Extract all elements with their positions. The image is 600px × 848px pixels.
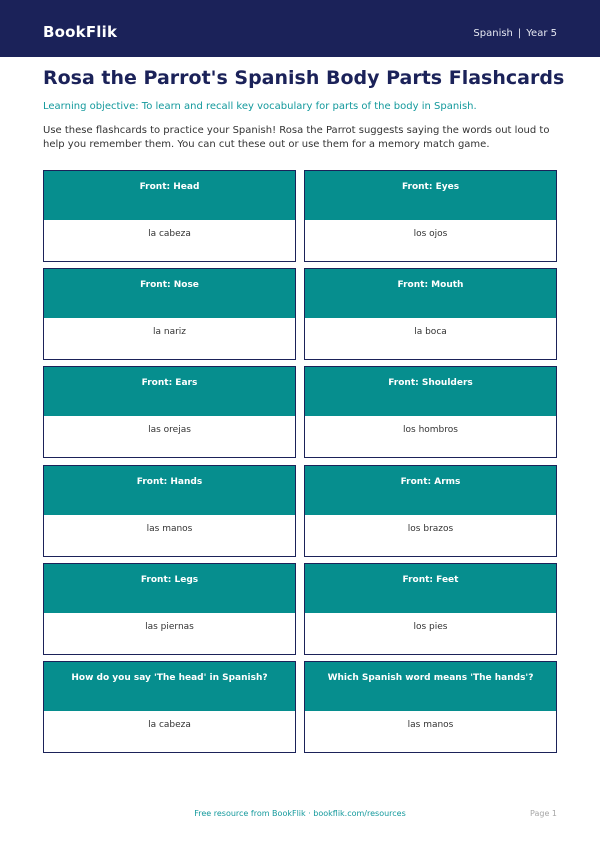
flashcard-front: Front: Hands — [44, 466, 295, 515]
flashcard — [43, 268, 296, 360]
flashcard-back: la boca — [414, 327, 447, 337]
flashcard — [304, 563, 557, 655]
header-bar — [0, 0, 600, 57]
intro-paragraph: Use these flashcards to practice your Spanish! Rosa the Parrot suggests saying the words out loud to help you remember them. You can cut these out or use them for a memory match game. — [43, 125, 550, 150]
brand-logo: BookFlik — [43, 23, 118, 41]
flashcard-front: Front: Legs — [44, 564, 295, 613]
flashcard — [304, 170, 557, 262]
footer-credit: Free resource from BookFlik · bookflik.com/resources — [194, 809, 406, 818]
flashcard-front: Front: Ears — [44, 367, 295, 416]
flashcard-front: Front: Feet — [305, 564, 556, 613]
subject-label: Spanish — [473, 28, 513, 39]
flashcard — [43, 563, 296, 655]
flashcard — [43, 465, 296, 557]
flashcard-back: los brazos — [407, 524, 454, 534]
flashcard — [43, 661, 296, 753]
flashcard — [304, 366, 557, 458]
flashcard-back: las orejas — [148, 425, 191, 435]
page-number: Page 1 — [530, 809, 557, 818]
flashcard — [43, 366, 296, 458]
flashcard-back: la nariz — [152, 327, 187, 337]
flashcard-back: la cabeza — [148, 720, 191, 730]
page-title: Rosa the Parrot's Spanish Body Parts Flashcards — [43, 67, 565, 89]
flashcard-front: How do you say 'The head' in Spanish? — [44, 662, 295, 711]
flashcard-front: Front: Arms — [305, 466, 556, 515]
flashcard-front: Front: Eyes — [305, 171, 556, 220]
flashcard-back: los pies — [413, 622, 448, 632]
flashcard-back: los hombros — [403, 425, 458, 435]
flashcard-front: Front: Head — [44, 171, 295, 220]
flashcard — [304, 661, 557, 753]
subject-year-label — [473, 27, 557, 41]
flashcard — [304, 268, 557, 360]
learning-objective: Learning objective: To learn and recall key vocabulary for parts of the body in Spanish. — [43, 101, 477, 112]
flashcard-front: Which Spanish word means 'The hands'? — [305, 662, 556, 711]
flashcard-front: Front: Shoulders — [305, 367, 556, 416]
separator: | — [517, 28, 522, 39]
flashcard — [43, 170, 296, 262]
year-label: Year 5 — [526, 28, 557, 39]
flashcard-back: las manos — [146, 524, 193, 534]
flashcard-front: Front: Mouth — [305, 269, 556, 318]
flashcard-back: los ojos — [413, 229, 448, 239]
flashcard-front: Front: Nose — [44, 269, 295, 318]
flashcard-back: la cabeza — [148, 229, 191, 239]
flashcard — [304, 465, 557, 557]
flashcard-back: las piernas — [145, 622, 194, 632]
flashcard-back: las manos — [407, 720, 454, 730]
